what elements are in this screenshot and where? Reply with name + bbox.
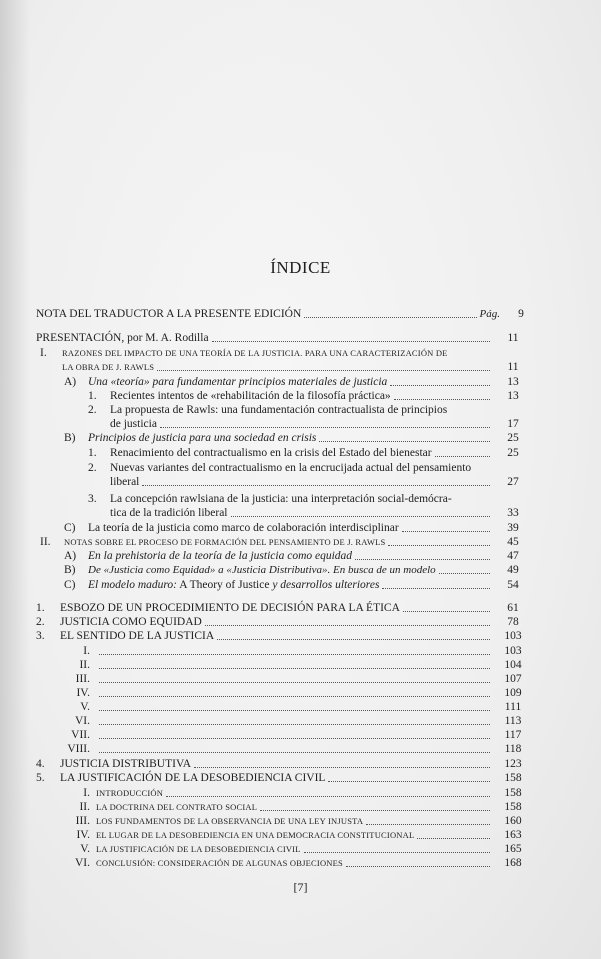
toc-entry-label: PRESENTACIÓN, por M. A. Rodilla: [36, 332, 209, 344]
leader-dots: [439, 564, 490, 574]
toc-entry-label: CONCLUSIÓN: CONSIDERACIÓN DE ALGUNAS OBJECIONES: [96, 858, 343, 868]
toc-entry-number: 2.: [88, 404, 97, 416]
toc-page-number: 49: [507, 564, 519, 576]
toc-page-number: 123: [504, 758, 522, 770]
toc-page-number: 39: [507, 522, 519, 534]
leader-dots: [328, 772, 490, 782]
toc-page-number: 107: [504, 673, 522, 685]
toc-page-number: 33: [507, 507, 519, 519]
toc-page-number: 109: [504, 687, 522, 699]
toc-entry-number: A): [64, 550, 77, 562]
toc-entry-number: V.: [80, 701, 90, 713]
toc-entry-desob-III[interactable]: [60, 814, 528, 828]
toc-page-number: 61: [507, 602, 519, 614]
toc-entry-number: I.: [83, 787, 90, 799]
leader-dots: [417, 829, 490, 839]
leader-dots: [99, 687, 490, 697]
toc-entry-label-italic: El modelo maduro:: [88, 579, 178, 591]
toc-entry-A-teoria[interactable]: [64, 375, 528, 389]
page-footer-number: [7]: [293, 880, 308, 894]
toc-entry-desob-V[interactable]: [60, 842, 528, 856]
toc-entry-number: B): [64, 564, 76, 576]
toc-entry-number: II.: [40, 536, 51, 548]
leader-dots: [99, 729, 490, 739]
toc-page-number: 118: [504, 743, 522, 755]
toc-entry-label-italic: y desarrollos ulteriores: [272, 579, 380, 591]
leader-dots: [319, 432, 490, 442]
toc-page-number: 163: [504, 829, 522, 841]
toc-entry-desob-IV[interactable]: [60, 828, 528, 842]
toc-entry-sentido-justicia[interactable]: [36, 629, 528, 643]
toc-entry-number: 2.: [36, 616, 45, 628]
toc-entry-label: De «Justicia como Equidad» a «Justicia Distributiva». En busca de un modelo: [88, 564, 436, 576]
toc-entry-label: LOS FUNDAMENTOS DE LA OBSERVANCIA DE UNA LEY INJUSTA: [96, 816, 364, 826]
toc-entry-razones-cont[interactable]: [62, 360, 528, 374]
toc-page-number: 158: [504, 801, 522, 813]
toc-entry-number: 1.: [36, 602, 45, 614]
toc-entry-A-prehistoria[interactable]: [64, 549, 528, 563]
leader-dots: [99, 701, 490, 711]
toc-entry-label-cont: tica de la tradición liberal: [110, 507, 228, 519]
toc-entry-label: La teoría de la justicia como marco de colaboración interdisciplinar: [88, 522, 399, 534]
leader-dots: [304, 843, 490, 853]
toc-entry-number: VIII.: [67, 743, 90, 755]
toc-entry-number: C): [64, 579, 76, 591]
toc-entry-label: Recientes intentos de «rehabilitación de la filosofía práctica»: [110, 390, 391, 402]
toc-entry-number: VI.: [74, 715, 90, 727]
toc-entry-number: C): [64, 522, 76, 534]
toc-entry-number: 1.: [88, 390, 97, 402]
toc-page-number: 25: [507, 432, 519, 444]
toc-entry-label-cont: LA OBRA DE J. RAWLS: [62, 362, 155, 372]
toc-entry-label: RAZONES DEL IMPACTO DE UNA TEORÍA DE LA JUSTICIA. PARA UNA CARACTERIZACIÓN DE: [62, 348, 448, 358]
toc-page-number: 47: [507, 550, 519, 562]
toc-page-number: 117: [504, 729, 522, 741]
leader-dots: [99, 673, 490, 683]
toc-entry-number: 2.: [88, 462, 97, 474]
toc-entry-label: ESBOZO DE UN PROCEDIMIENTO DE DECISIÓN PARA LA ÉTICA: [60, 602, 400, 614]
toc-entry-label-cont: de justicia: [110, 418, 157, 430]
toc-entry-sentido-V[interactable]: [60, 700, 528, 714]
leader-dots: [346, 857, 490, 867]
toc-entry-number: 5.: [36, 772, 45, 784]
toc-page-number: 9: [518, 308, 524, 320]
toc-entry-number: VI.: [74, 857, 90, 869]
toc-entry-sentido-VIII[interactable]: [60, 742, 528, 756]
leader-dots: [212, 332, 490, 342]
toc-entry-number: A): [64, 376, 77, 388]
toc-entry-number: II.: [79, 801, 90, 813]
page-gutter-shadow: [0, 0, 30, 959]
page-title: ÍNDICE: [270, 258, 331, 277]
toc-entry-esbozo[interactable]: [36, 601, 528, 615]
toc-entry-number: II.: [79, 659, 90, 671]
toc-entry-B-justicia-equidad[interactable]: [64, 563, 528, 577]
toc-page-number: 54: [507, 579, 519, 591]
toc-page-number: 45: [507, 536, 519, 548]
toc-page-number: 78: [507, 616, 519, 628]
leader-dots: [388, 536, 490, 546]
toc-entry-justicia-equidad[interactable]: [36, 615, 528, 629]
toc-page-number: 158: [504, 787, 522, 799]
toc-entry-sentido-II[interactable]: [60, 658, 528, 672]
toc-entry-number: 3.: [88, 493, 97, 505]
toc-entry-sentido-VII[interactable]: [60, 728, 528, 742]
toc-entry-sentido-I[interactable]: [60, 644, 528, 658]
toc-page-number: 17: [507, 418, 519, 430]
leader-dots: [382, 579, 490, 589]
toc-entry-number: B): [64, 432, 76, 444]
toc-entry-number: VII.: [71, 729, 90, 741]
toc-entry-number: III.: [75, 815, 90, 827]
toc-entry-label: EL SENTIDO DE LA JUSTICIA: [60, 630, 215, 642]
toc-entry-number: I.: [83, 645, 90, 657]
leader-dots: [366, 815, 490, 825]
toc-page-number: 25: [507, 447, 519, 459]
toc-entry-nuevas-variantes-cont[interactable]: [110, 475, 528, 489]
leader-dots: [231, 507, 491, 517]
toc-page-number: 103: [504, 630, 522, 642]
toc-page-number: 111: [504, 701, 522, 713]
toc-entry-label-title: A Theory of Justice: [177, 579, 273, 591]
leader-dots: [205, 616, 490, 626]
toc-entry-label: La concepción rawlsiana de la justicia: una interpretación social-demócra-: [110, 493, 452, 505]
toc-entry-number: 3.: [36, 630, 45, 642]
leader-dots: [355, 550, 490, 560]
leader-dots: [403, 602, 490, 612]
toc-entry-notas[interactable]: [40, 535, 528, 549]
toc-entry-number: IV.: [76, 829, 90, 841]
toc-entry-label: Principios de justicia para una sociedad en crisis: [88, 432, 317, 444]
toc-entry-label: JUSTICIA DISTRIBUTIVA: [60, 758, 192, 770]
leader-dots: [435, 447, 490, 457]
toc-entry-number: I.: [40, 347, 47, 359]
toc-entry-sentido-III[interactable]: [60, 672, 528, 686]
toc-page-number: 11: [507, 361, 519, 373]
toc-entry-renacimiento[interactable]: [88, 446, 528, 460]
leader-dots: [260, 801, 490, 811]
toc-entry-concepcion-cont[interactable]: [110, 506, 528, 520]
toc-page-number: 13: [507, 376, 519, 388]
toc-page-number: 113: [504, 715, 522, 727]
toc-entry-desobediencia-civil[interactable]: [36, 771, 528, 785]
toc-entry-label: EL LUGAR DE LA DESOBEDIENCIA EN UNA DEMOCRACIA CONSTITUCIONAL: [96, 830, 415, 840]
toc-entry-desob-II[interactable]: [60, 800, 528, 814]
toc-entry-label: Renacimiento del contractualismo en la crisis del Estado del bienestar: [110, 447, 432, 459]
leader-dots: [402, 522, 490, 532]
toc-entry-recientes[interactable]: [88, 389, 528, 403]
leader-dots: [394, 390, 490, 400]
toc-entry-label: Nuevas variantes del contractualismo en la encrucijada actual del pensamiento: [110, 462, 472, 474]
toc-entry-justicia-distributiva[interactable]: [36, 757, 528, 771]
toc-entry-sentido-VI[interactable]: [60, 714, 528, 728]
toc-entry-label: JUSTICIA COMO EQUIDAD: [60, 616, 202, 628]
toc-page-number: 165: [504, 843, 522, 855]
toc-entry-number: V.: [80, 843, 90, 855]
toc-entry-label: Una «teoría» para fundamentar principios materiales de justicia: [88, 376, 388, 388]
toc-entry-label: INTRODUCCIÓN: [96, 788, 164, 798]
toc-entry-presentacion[interactable]: [36, 331, 528, 345]
toc-page-number: 104: [504, 659, 522, 671]
toc-page-number: 27: [507, 476, 519, 488]
toc-entry-C-modelo-maduro[interactable]: [64, 578, 528, 592]
toc-entry-nuevas-variantes[interactable]: [88, 461, 528, 475]
toc-page-number: 160: [504, 815, 522, 827]
toc-page-number: 168: [504, 857, 522, 869]
toc-entry-nota-traductor[interactable]: [36, 307, 528, 321]
toc-entry-label: NOTA DEL TRADUCTOR A LA PRESENTE EDICIÓN: [36, 308, 302, 320]
toc-entry-B-principios[interactable]: [64, 431, 528, 445]
toc-entry-propuesta-cont[interactable]: [110, 417, 528, 431]
toc-entry-number: 1.: [88, 447, 97, 459]
toc-entry-label: NOTAS SOBRE EL PROCESO DE FORMACIÓN DEL PENSAMIENTO DE J. RAWLS: [64, 537, 386, 547]
leader-dots: [304, 308, 476, 318]
toc-entry-label: LA JUSTIFICACIÓN DE LA DESOBEDIENCIA CIVIL: [60, 772, 326, 784]
toc-entry-concepcion[interactable]: [88, 492, 528, 506]
leader-dots: [142, 476, 490, 486]
toc-entry-desob-VI[interactable]: [60, 856, 528, 870]
toc-entry-label: LA DOCTRINA DEL CONTRATO SOCIAL: [96, 802, 258, 812]
leader-dots: [99, 715, 490, 725]
toc-entry-number: 4.: [36, 758, 45, 770]
toc-page-number: 158: [504, 772, 522, 784]
leader-dots: [217, 630, 490, 640]
toc-page-number: 13: [507, 390, 519, 402]
toc-entry-label: En la prehistoria de la teoría de la justicia como equidad: [88, 550, 353, 562]
toc-entry-number: III.: [75, 673, 90, 685]
toc-page-number: 11: [507, 332, 519, 344]
leader-dots: [194, 758, 490, 768]
leader-dots: [157, 361, 490, 371]
toc-entry-desob-I[interactable]: [60, 786, 528, 800]
leader-dots: [99, 743, 490, 753]
leader-dots: [166, 787, 490, 797]
toc-entry-sentido-IV[interactable]: [60, 686, 528, 700]
toc-entry-C-teoria[interactable]: [64, 521, 528, 535]
leader-dots: [390, 376, 490, 386]
toc-entry-propuesta[interactable]: [88, 403, 528, 417]
toc-entry-label-cont: liberal: [110, 476, 140, 488]
toc-page-number: 103: [504, 645, 522, 657]
toc-entry-razones[interactable]: [40, 346, 532, 360]
toc-entry-number: IV.: [76, 687, 90, 699]
toc-entry-label: La propuesta de Rawls: una fundamentación contractualista de principios: [110, 404, 448, 416]
toc-entry-label: LA JUSTIFICACIÓN DE LA DESOBEDIENCIA CIVIL: [96, 844, 301, 854]
leader-dots: [160, 418, 490, 428]
leader-dots: [99, 659, 490, 669]
pag-label: Pág.: [479, 308, 500, 320]
leader-dots: [99, 645, 490, 655]
